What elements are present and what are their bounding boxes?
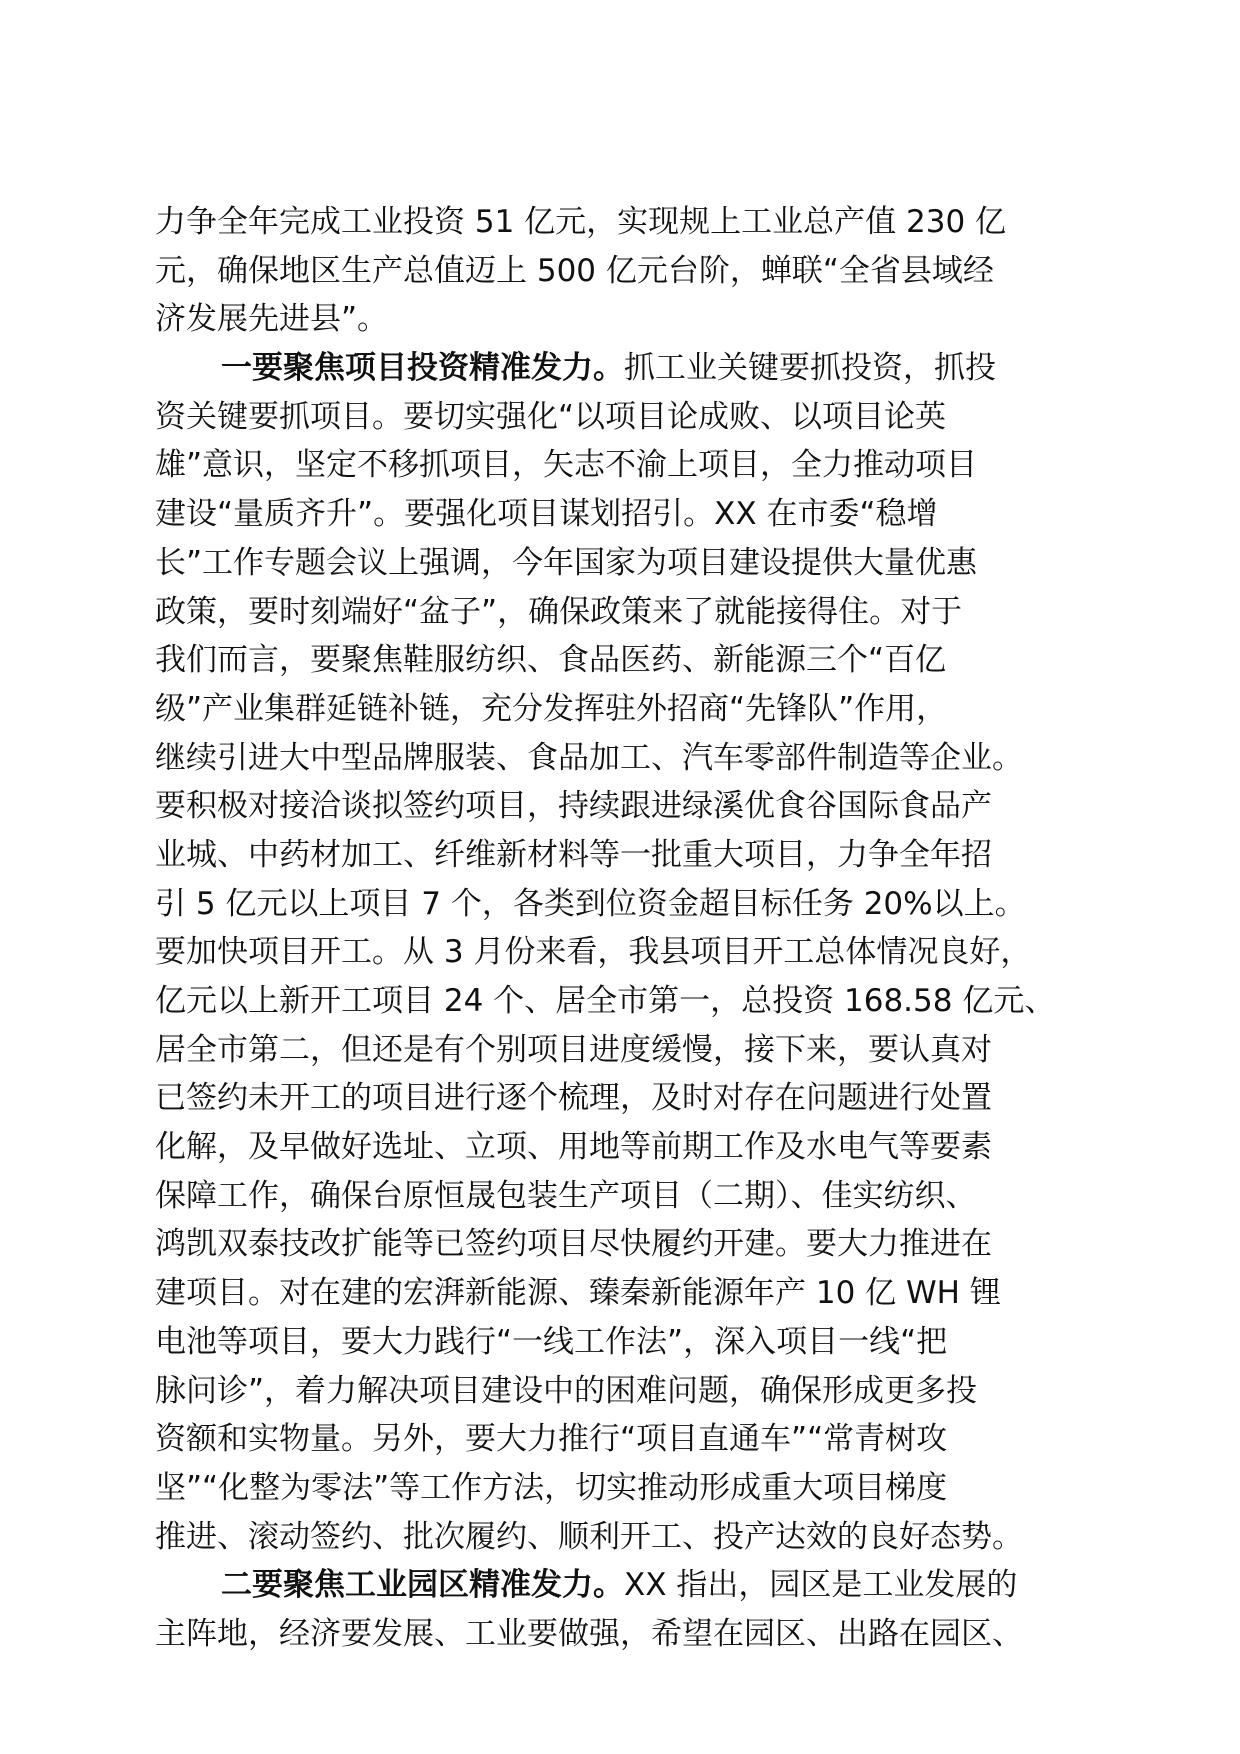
paragraph-2 [155,344,1087,1561]
text-line: 力争全年完成工业投资 51 亿元，实现规上工业总产值 230 亿 [155,204,1007,240]
document-body [155,198,1087,1659]
text-line: 建设“量质齐升”。要强化项目谋划招引。XX 在市委“稳增 [155,496,938,533]
text-run: 抓工业关键要抓投资，抓投 [624,350,996,387]
text-line: 居全市第二，但还是有个别项目进度缓慢，接下来，要认真对 [155,1031,992,1068]
paragraph-1 [155,198,1087,344]
text-line: 主阵地，经济要发展、工业要做强，希望在园区、出路在园区、 [155,1615,1023,1652]
text-line: 电池等项目，要大力践行“一线工作法”，深入项目一线“把 [155,1323,948,1360]
text-line [155,344,1087,393]
text-line: 亿元以上新开工项目 24 个、居全市第一，总投资 168.58 亿元、 [155,983,1056,1019]
text-line: 长”工作专题会议上强调，今年国家为项目建设提供大量优惠 [155,544,978,581]
text-line: 坚”“化整为零法”等工作方法，切实推动形成重大项目梯度 [155,1469,948,1506]
text-line: 鸿凯双泰技改扩能等已签约项目尽快履约开建。要大力推进在 [155,1226,992,1263]
text-line: 我们而言，要聚焦鞋服纺织、食品医药、新能源三个“百亿 [155,642,947,679]
text-line: 元，确保地区生产总值迈上 500 亿元台阶，蝉联“全省县域经 [155,252,994,289]
text-line: 继续引进大中型品牌服装、食品加工、汽车零部件制造等企业。 [155,739,1023,776]
text-line: 引 5 亿元以上项目 7 个，各类到位资金超目标任务 20%以上。 [155,885,1026,922]
text-line: 资关键要抓项目。要切实强化“以项目论成败、以项目论英 [155,398,947,435]
text-line: 要积极对接洽谈拟签约项目，持续跟进绿溪优食谷国际食品产 [155,788,992,825]
text-line: 化解，及早做好选址、立项、用地等前期工作及水电气等要素 [155,1129,992,1166]
text-line: 资额和实物量。另外，要大力推行“项目直通车”“常青树攻 [155,1421,948,1458]
text-line: 脉问诊”，着力解决项目建设中的困难问题，确保形成更多投 [155,1372,978,1409]
text-run: XX 指出，园区是工业发展的 [624,1567,1018,1604]
text-line: 济发展先进县”。 [155,301,389,338]
text-line: 保障工作，确保台原恒晟包装生产项目（二期）、佳实纺织、 [155,1177,977,1214]
text-line: 级”产业集群延链补链，充分发挥驻外招商“先锋队”作用， [155,690,948,727]
section-heading-2: 二要聚焦工业园区精准发力。 [221,1567,624,1604]
text-line: 雄”意识，坚定不移抓项目，矢志不渝上项目，全力推动项目 [155,447,978,484]
section-heading-1: 一要聚焦项目投资精准发力。 [221,350,624,387]
text-line: 推进、滚动签约、批次履约、顺利开工、投产达效的良好态势。 [155,1518,1023,1555]
text-line: 政策，要时刻端好“盆子”，确保政策来了就能接得住。对于 [155,593,963,630]
text-line: 业城、中药材加工、纤维新材料等一批重大项目，力争全年招 [155,836,992,873]
paragraph-3 [155,1561,1087,1658]
text-line: 建项目。对在建的宏湃新能源、臻秦新能源年产 10 亿 WH 锂 [155,1275,1001,1312]
text-line [155,1561,1087,1610]
text-line: 要加快项目开工。从 3 月份来看，我县项目开工总体情况良好， [155,934,1032,971]
text-line: 已签约未开工的项目进行逐个梳理，及时对存在问题进行处置 [155,1080,992,1117]
